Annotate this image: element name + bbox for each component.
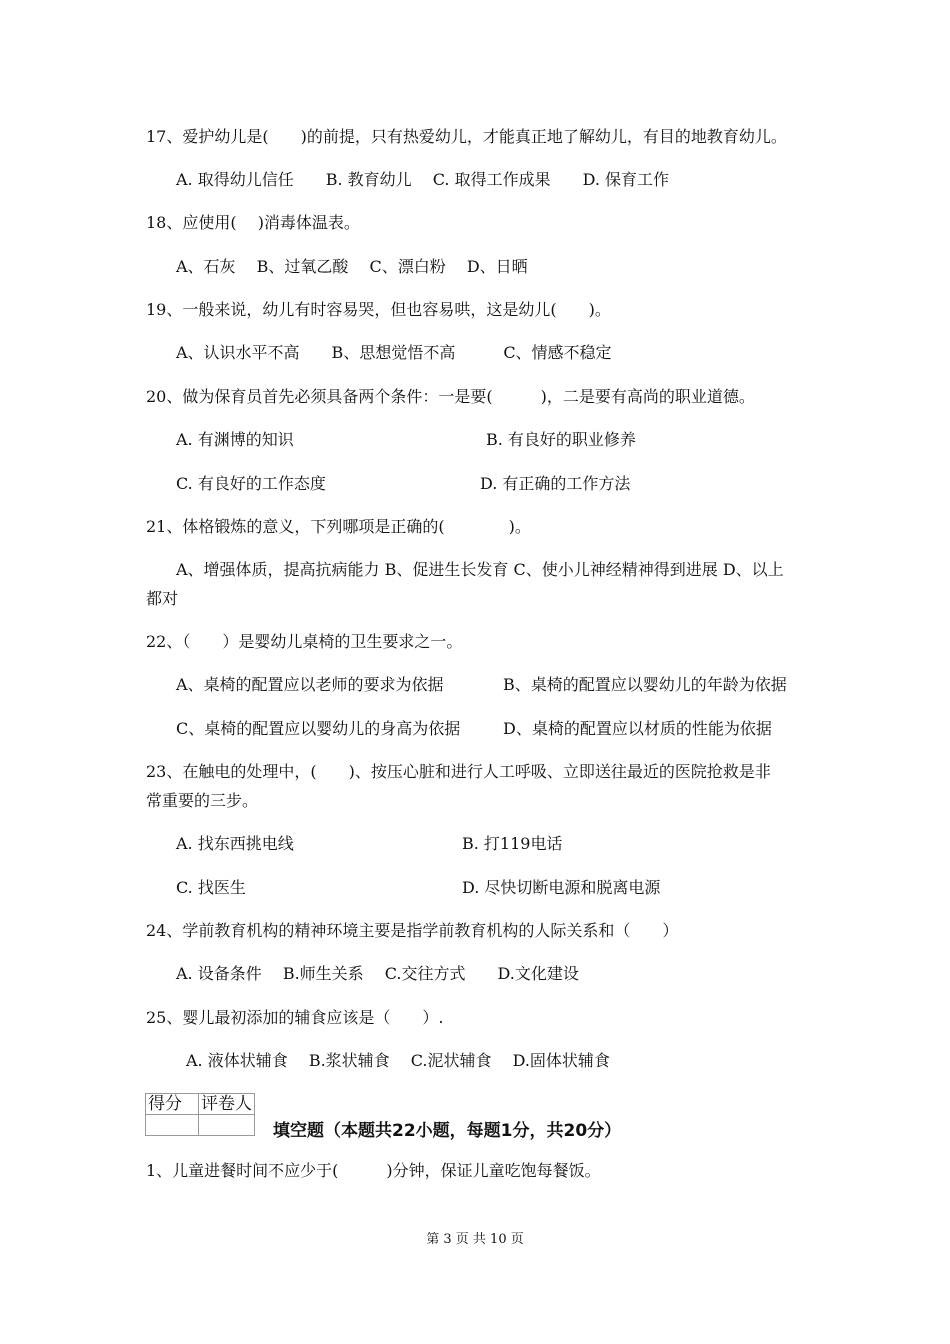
score-cell: [146, 1115, 199, 1136]
question-21-options-wrap: 都对: [146, 589, 179, 608]
score-label: 得分: [146, 1094, 199, 1115]
question-22-stem: 22、（ ）是婴幼儿桌椅的卫生要求之一。: [146, 632, 463, 651]
question-18-stem: 18、应使用( )消毒体温表。: [146, 213, 360, 232]
question-25-stem: 25、婴儿最初添加的辅食应该是（ ）.: [146, 1008, 444, 1027]
question-23-option-c: C. 找医生: [176, 878, 246, 897]
question-20-option-c: C. 有良好的工作态度: [176, 474, 326, 493]
fill-question-1: 1、儿童进餐时间不应少于( )分钟，保证儿童吃饱每餐饭。: [146, 1161, 601, 1180]
question-23-option-b: B. 打119电话: [462, 834, 563, 853]
page-footer: 第 3 页 共 10 页: [426, 1232, 524, 1247]
question-23-stem: 23、在触电的处理中，( )、按压心脏和进行人工呼吸、立即送往最近的医院抢救是非: [146, 762, 771, 781]
question-22-option-d: D、桌椅的配置应以材质的性能为依据: [503, 719, 772, 738]
question-23-stem-wrap: 常重要的三步。: [146, 791, 259, 810]
question-20-stem: 20、做为保育员首先必须具备两个条件：一是要( )，二是要有高尚的职业道德。: [146, 387, 755, 406]
question-21-options: A、增强体质，提高抗病能力 B、促进生长发育 C、使小儿神经精神得到进展 D、以上: [176, 560, 784, 579]
question-17-stem: 17、爱护幼儿是( )的前提，只有热爱幼儿，才能真正地了解幼儿，有目的地教育幼儿。: [146, 127, 787, 146]
question-19-options: A、认识水平不高 B、思想觉悟不高 C、情感不稳定: [176, 343, 612, 362]
score-box: [145, 1093, 255, 1136]
question-18-options: A、石灰 B、过氧乙酸 C、漂白粉 D、日晒: [176, 257, 528, 276]
question-22-option-b: B、桌椅的配置应以婴幼儿的年龄为依据: [503, 675, 787, 694]
grader-cell: [199, 1115, 255, 1136]
question-19-stem: 19、一般来说，幼儿有时容易哭，但也容易哄，这是幼儿( )。: [146, 300, 611, 319]
question-23-option-d: D. 尽快切断电源和脱离电源: [462, 878, 661, 897]
question-22-option-c: C、桌椅的配置应以婴幼儿的身高为依据: [176, 719, 461, 738]
question-25-options: A. 液体状辅食 B.浆状辅食 C.泥状辅食 D.固体状辅食: [186, 1051, 610, 1070]
section-title: 填空题（本题共22小题，每题1分，共20分）: [273, 1121, 622, 1141]
question-17-options: A. 取得幼儿信任 B. 教育幼儿 C. 取得工作成果 D. 保育工作: [176, 170, 670, 189]
question-24-stem: 24、学前教育机构的精神环境主要是指学前教育机构的人际关系和（ ）: [146, 921, 679, 940]
question-23-option-a: A. 找东西挑电线: [176, 834, 294, 853]
question-22-option-a: A、桌椅的配置应以老师的要求为依据: [176, 675, 444, 694]
question-24-options: A. 设备条件 B.师生关系 C.交往方式 D.文化建设: [176, 964, 579, 983]
question-20-option-b: B. 有良好的职业修养: [486, 430, 636, 449]
question-20-option-d: D. 有正确的工作方法: [480, 474, 631, 493]
question-21-stem: 21、体格锻炼的意义，下列哪项是正确的( )。: [146, 517, 531, 536]
grader-label: 评卷人: [199, 1094, 255, 1115]
question-20-option-a: A. 有渊博的知识: [176, 430, 294, 449]
